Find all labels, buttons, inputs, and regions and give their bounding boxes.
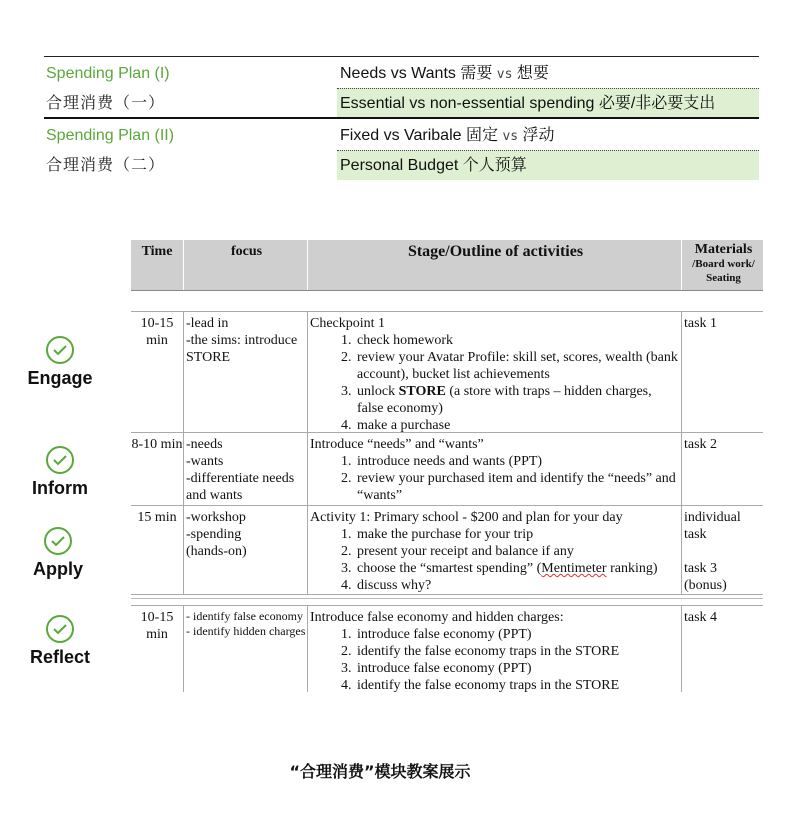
stage-reflect xyxy=(10,615,110,668)
stage-label: Inform xyxy=(32,478,88,498)
header-time: Time xyxy=(131,240,184,290)
figure-caption: “合理消费”模块教案展示 xyxy=(289,762,471,781)
stage-apply xyxy=(8,527,108,580)
check-circle-icon xyxy=(44,527,72,555)
unit-title-zh: 合理消费（一） xyxy=(46,95,166,112)
unit-topic-1: Needs vs Wants 需要 vs 想要 xyxy=(340,65,549,82)
check-circle-icon xyxy=(46,615,74,643)
table-row xyxy=(131,433,763,506)
row-activities: Checkpoint 1 1. check homework 2. review your Avatar Profile: skill set, scores, wealth (bank account), bucket list achievements 3. unlock STORE (a store with traps – hidden charges, false economy) 4. make a purchase xyxy=(308,312,682,432)
stage-inform xyxy=(10,446,110,499)
row-materials: task 1 xyxy=(684,316,718,331)
unit-title-zh: 合理消费（二） xyxy=(46,157,166,174)
table-header xyxy=(131,240,763,291)
row-focus: - identify false economy - identify hidden charges xyxy=(184,606,308,692)
check-circle-icon xyxy=(46,446,74,474)
summary-unit-2 xyxy=(44,117,759,179)
unit-topic-2: Essential vs non-essential spending 必要/非必要支出 xyxy=(337,88,759,118)
row-activities: Activity 1: Primary school - $200 and plan for your day 1. make the purchase for your trip 2. present your receipt and balance if any 3. choose the “smartest spending” (Mentimeter ranking) 4. discuss why? xyxy=(308,506,682,594)
unit-title-en: Spending Plan (II) xyxy=(46,127,175,144)
table-row xyxy=(131,312,763,433)
header-focus: focus xyxy=(184,240,308,290)
row-focus: -workshop -spending (hands-on) xyxy=(184,506,308,594)
table-divider xyxy=(131,594,763,606)
unit-topic-1: Fixed vs Varibale 固定 vs 浮动 xyxy=(340,127,555,144)
row-focus: -needs -wants -differentiate needs and wants xyxy=(184,433,308,505)
row-focus: -lead in -the sims: introduce STORE xyxy=(184,312,308,432)
stage-label: Reflect xyxy=(29,647,91,667)
check-circle-icon xyxy=(46,336,74,364)
row-materials: task 4 xyxy=(684,610,718,625)
stage-label: Apply xyxy=(32,559,83,579)
lesson-plan-table xyxy=(131,240,763,692)
header-materials: Materials /Board work/ Seating xyxy=(692,242,755,284)
unit-topic-2: Personal Budget 个人预算 xyxy=(337,150,759,180)
row-activities: Introduce false economy and hidden charges: 1. introduce false economy (PPT) 2. identify the false economy traps in the STORE 3. introduce false economy (PPT) 4. identify the false economy traps in the STORE xyxy=(308,606,682,692)
row-activities: Introduce “needs” and “wants” 1. introduce needs and wants (PPT) 2. review your purchased item and identify the “needs” and “wants” xyxy=(308,433,682,505)
row-time: 8-10 min xyxy=(131,433,184,505)
stage-label: Engage xyxy=(27,368,93,388)
table-row xyxy=(131,506,763,594)
row-time: 10-15 min xyxy=(131,606,184,692)
module-summary-table xyxy=(44,56,759,179)
table-spacer xyxy=(131,291,763,312)
stage-engage xyxy=(10,336,110,389)
header-stage: Stage/Outline of activities xyxy=(308,240,682,290)
summary-unit-1 xyxy=(44,57,759,117)
table-row xyxy=(131,606,763,692)
row-materials: individual task task 3 (bonus) xyxy=(684,510,741,593)
row-time: 15 min xyxy=(131,506,184,594)
unit-title-en: Spending Plan (I) xyxy=(46,65,170,82)
row-time: 10-15 min xyxy=(131,312,184,432)
row-materials: task 2 xyxy=(684,437,718,452)
